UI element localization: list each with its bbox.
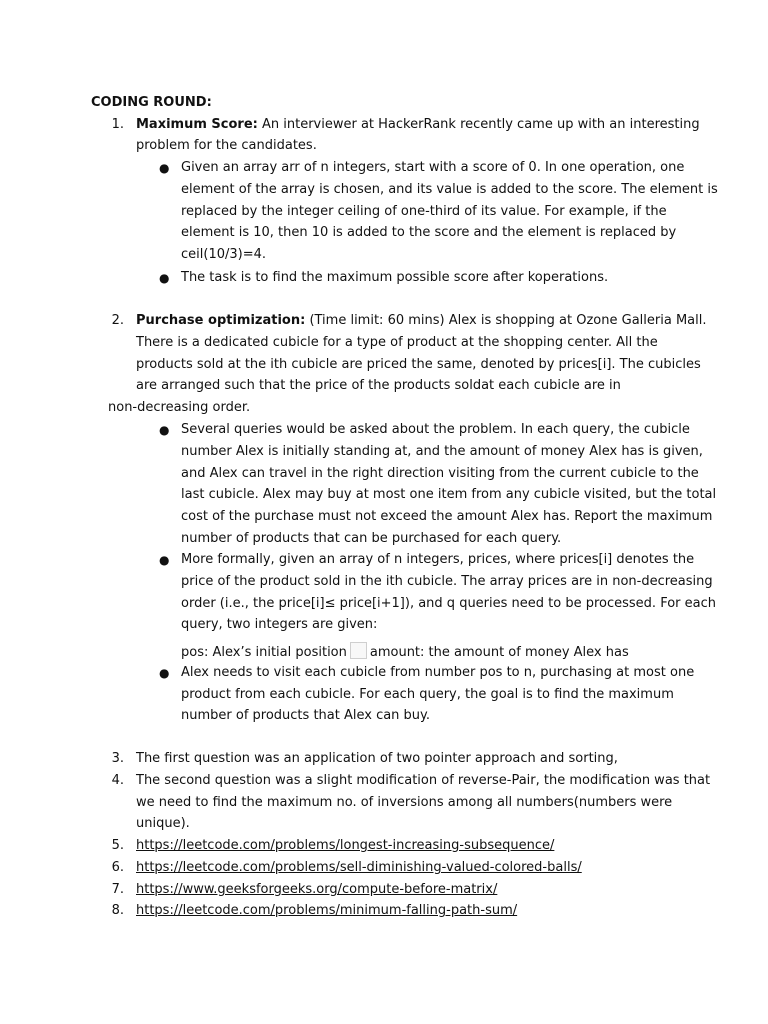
- item-4-line: we need to find the maximum no. of inversions among all numbers(numbers were: [136, 795, 673, 810]
- item-2-b1-line: cost of the purchase must not exceed the amount Alex has. Report the maximum: [181, 509, 713, 524]
- section-heading: CODING ROUND:: [91, 95, 212, 110]
- item-number-4: 4.: [111, 773, 124, 788]
- item-1-intro: [136, 117, 700, 133]
- item-1-intro-line2: problem for the candidates.: [136, 138, 317, 153]
- bullet-icon: ●: [159, 666, 170, 680]
- item-2-b1-line: number Alex is initially standing at, and the amount of money Alex has is given,: [181, 444, 703, 459]
- item-2-b2-line: More formally, given an array of n integers, prices, where prices[i] denotes the: [181, 552, 695, 567]
- item-2-b1-line: and Alex can travel in the right direction visiting from the current cubicle to the: [181, 466, 699, 481]
- bullet-icon: ●: [159, 553, 170, 567]
- link-compute-before-matrix[interactable]: https://www.geeksforgeeks.org/compute-before-matrix/: [136, 882, 498, 897]
- item-1-b1-line: replaced by the integer ceiling of one-third of its value. For example, if the: [181, 204, 667, 219]
- item-number-8: 8.: [111, 903, 124, 918]
- item-2-b1-line: number of products that can be purchased for each query.: [181, 531, 562, 546]
- item-1-b2-line: The task is to find the maximum possible score after koperations.: [181, 270, 609, 285]
- item-2-b2-line: query, two integers are given:: [181, 617, 378, 632]
- item-1-title: Maximum Score:: [136, 117, 258, 132]
- item-4-line: unique).: [136, 816, 190, 831]
- item-1-b1-line: element of the array is chosen, and its value is added to the score. The element is: [181, 182, 718, 197]
- item-2-b1-line: Several queries would be asked about the problem. In each query, the cubicle: [181, 422, 690, 437]
- link-longest-increasing-subsequence[interactable]: https://leetcode.com/problems/longest-increasing-subsequence/: [136, 838, 555, 853]
- link-sell-diminishing-valued-colored-balls[interactable]: https://leetcode.com/problems/sell-diminishing-valued-colored-balls/: [136, 860, 582, 875]
- item-2-intro-line: There is a dedicated cubicle for a type of product at the shopping center. All the: [136, 335, 658, 350]
- item-2-intro-line1: (Time limit: 60 mins) Alex is shopping at Ozone Galleria Mall.: [305, 313, 707, 328]
- item-number-3: 3.: [111, 751, 124, 766]
- item-2-intro-line: non-decreasing order.: [108, 400, 251, 415]
- amount-text: amount: the amount of money Alex has: [369, 645, 629, 660]
- item-2-b2-line: order (i.e., the price[i]≤ price[i+1]), and q queries need to be processed. For each: [181, 596, 716, 611]
- pos-text: pos: Alex’s initial position: [181, 645, 347, 660]
- item-2-b3-line: Alex needs to visit each cubicle from number pos to n, purchasing at most one: [181, 665, 695, 680]
- bullet-icon: ●: [159, 271, 170, 285]
- item-number-6: 6.: [111, 860, 124, 875]
- item-3-text: The first question was an application of two pointer approach and sorting,: [136, 751, 618, 766]
- item-2-b2-line: price of the product sold in the ith cubicle. The array prices are in non-decreasing: [181, 574, 713, 589]
- item-2-intro: [136, 313, 707, 329]
- item-1-intro-line1: An interviewer at HackerRank recently came up with an interesting: [257, 117, 700, 132]
- link-minimum-falling-path-sum[interactable]: https://leetcode.com/problems/minimum-falling-path-sum/: [136, 903, 518, 918]
- blank-image-icon: [350, 642, 367, 659]
- item-1-b1-line: element is 10, then 10 is added to the score and the element is replaced by: [181, 225, 677, 240]
- item-2-intro-line: products sold at the ith cubicle are priced the same, denoted by prices[i]. The cubicles: [136, 357, 701, 372]
- item-2-pos-amount-line: [181, 642, 629, 661]
- item-1-b1-line: Given an array arr of n integers, start with a score of 0. In one operation, one: [181, 160, 685, 175]
- item-number-7: 7.: [111, 882, 124, 897]
- item-4-line: The second question was a slight modification of reverse-Pair, the modification was that: [136, 773, 711, 788]
- item-2-intro-line: are arranged such that the price of the products soldat each cubicle are in: [136, 378, 621, 393]
- item-number-2: 2.: [111, 313, 124, 328]
- item-number-1: 1.: [111, 117, 124, 132]
- bullet-icon: ●: [159, 423, 170, 437]
- item-2-b1-line: last cubicle. Alex may buy at most one item from any cubicle visited, but the total: [181, 487, 717, 502]
- item-2-b3-line: number of products that Alex can buy.: [181, 708, 431, 723]
- item-2-title: Purchase optimization:: [136, 313, 306, 328]
- item-1-b1-line: ceil(10/3)=4.: [181, 247, 267, 262]
- item-number-5: 5.: [111, 838, 124, 853]
- bullet-icon: ●: [159, 161, 170, 175]
- item-2-b3-line: product from each cubicle. For each query, the goal is to find the maximum: [181, 687, 674, 702]
